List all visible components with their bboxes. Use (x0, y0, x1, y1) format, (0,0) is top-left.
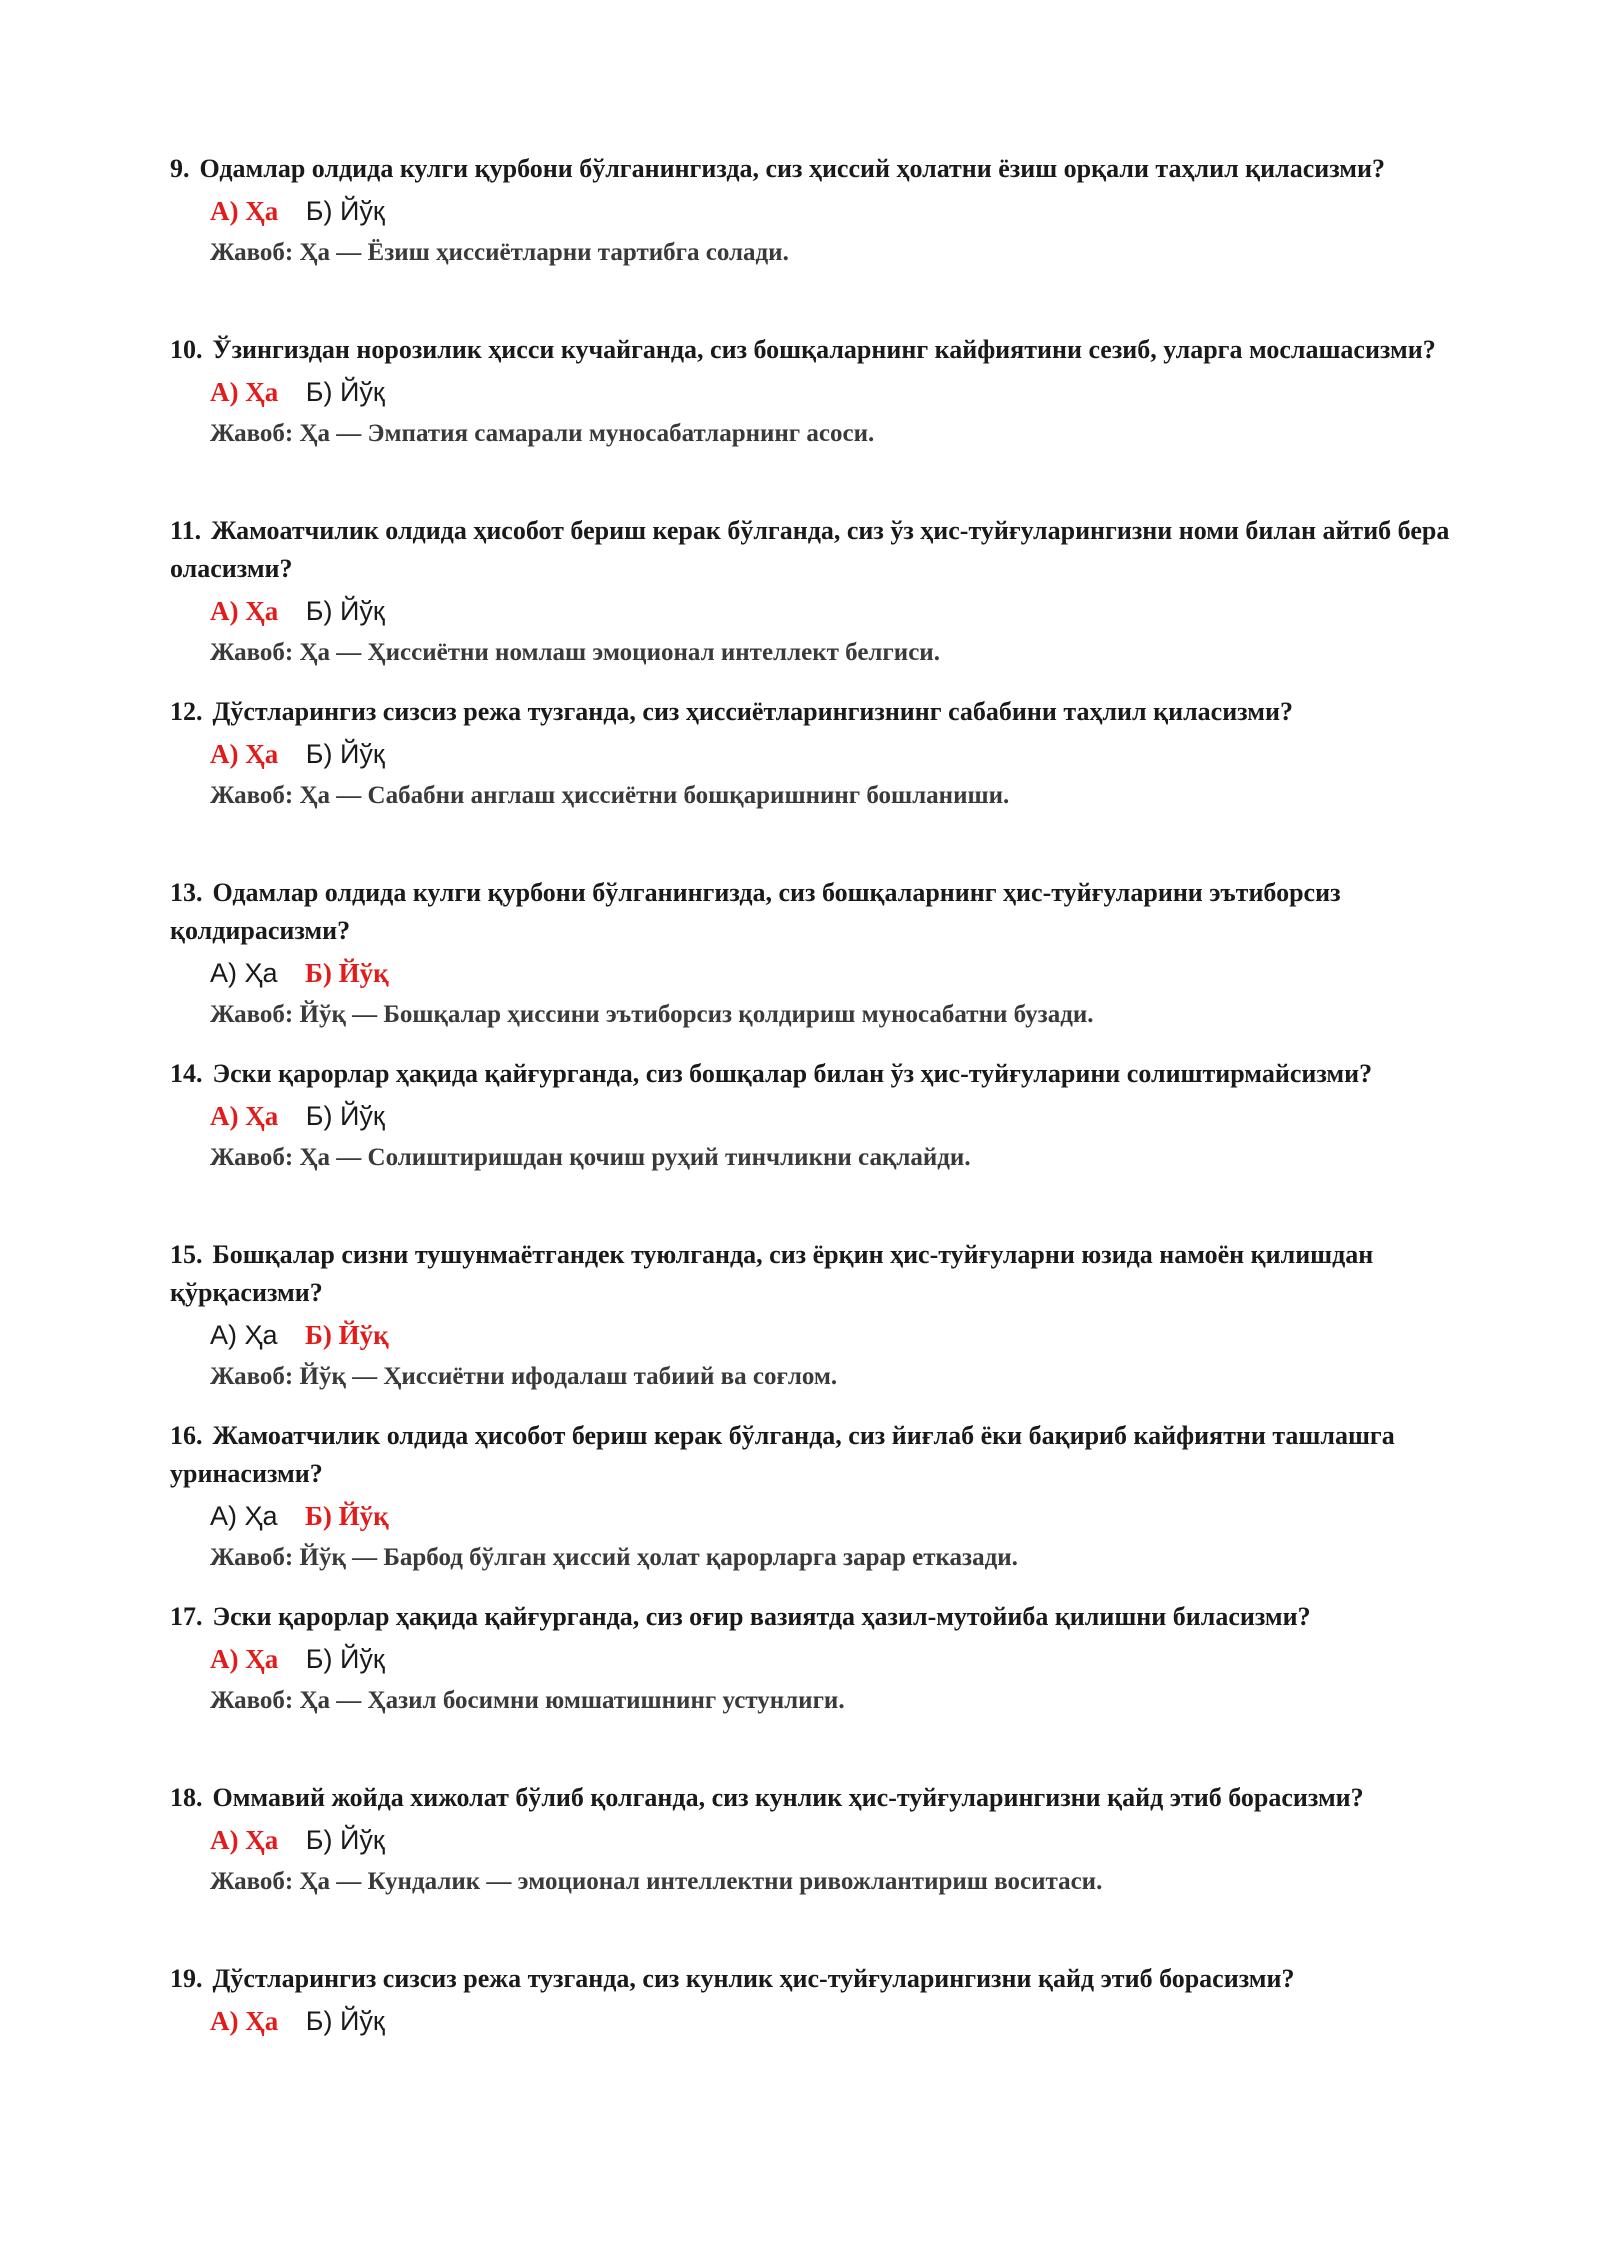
question-text (170, 1055, 1470, 1093)
option-b: Б) Йўқ (305, 1320, 389, 1350)
option-a: А) Ҳа (210, 1644, 279, 1674)
question-text (170, 1960, 1470, 1998)
options-row (210, 373, 1470, 411)
question-9 (170, 150, 1470, 272)
answer-explanation: Жавоб: Ҳа — Кундалик — эмоционал интеллектни ривожлантириш воситаси. (210, 1868, 1103, 1895)
question-11 (170, 512, 1470, 672)
options-row (210, 192, 1470, 230)
question-text (170, 693, 1470, 731)
option-a: А) Ҳа (210, 1320, 278, 1350)
answer-explanation: Жавоб: Йўқ — Барбод бўлган ҳиссий ҳолат қарорларга зарар етказади. (210, 1544, 1018, 1571)
option-b: Б) Йўқ (305, 958, 389, 988)
option-a: А) Ҳа (210, 958, 278, 988)
option-b: Б) Йўқ (305, 1101, 385, 1131)
question-body: Одамлар олдида кулги қурбони бўлганингизда, сиз ҳиссий ҳолатни ёзиш орқали таҳлил қиласизми? (199, 154, 1386, 183)
option-a: А) Ҳа (210, 739, 279, 769)
question-number: 14. (170, 1059, 203, 1088)
question-body: Эски қарорлар ҳақида қайғурганда, сиз бошқалар билан ўз ҳис-туйғуларини солиштирмайсизми? (212, 1059, 1373, 1088)
question-number: 15. (170, 1240, 203, 1269)
question-body: Дўстларингиз сизсиз режа тузганда, сиз ҳиссиётларингизнинг сабабини таҳлил қиласизми? (212, 697, 1293, 726)
question-text (170, 1779, 1470, 1817)
option-b: Б) Йўқ (305, 1644, 385, 1674)
question-16 (170, 1417, 1470, 1577)
question-14 (170, 1055, 1470, 1177)
answer-explanation: Жавоб: Йўқ — Ҳиссиётни ифодалаш табиий ва соғлом. (210, 1363, 838, 1390)
question-text (170, 150, 1470, 188)
question-15 (170, 1236, 1470, 1396)
answer-explanation: Жавоб: Ҳа — Ҳиссиётни номлаш эмоционал интеллект белгиси. (210, 639, 940, 666)
option-a: А) Ҳа (210, 1101, 279, 1131)
question-text (170, 512, 1470, 588)
question-body: Оммавий жойда хижолат бўлиб қолганда, сиз кунлик ҳис-туйғуларингизни қайд этиб борасизми? (212, 1783, 1364, 1812)
options-row (210, 1640, 1470, 1678)
question-text (170, 1236, 1470, 1312)
answer-explanation: Жавоб: Ҳа — Солиштиришдан қочиш руҳий тинчликни сақлайди. (210, 1144, 971, 1171)
options-row (210, 954, 1470, 992)
option-a: А) Ҳа (210, 596, 279, 626)
question-number: 13. (170, 878, 203, 907)
question-body: Эски қарорлар ҳақида қайғурганда, сиз оғир вазиятда ҳазил-мутойиба қилишни биласизми? (212, 1602, 1311, 1631)
question-17 (170, 1598, 1470, 1720)
question-body: Одамлар олдида кулги қурбони бўлганингизда, сиз бошқаларнинг ҳис-туйғуларини эътиборсиз қолдирасизми? (170, 878, 1341, 945)
question-body: Жамоатчилик олдида ҳисобот бериш керак бўлганда, сиз ўз ҳис-туйғуларингизни номи билан айтиб бера оласизми? (170, 516, 1450, 583)
question-text (170, 874, 1470, 950)
options-row (210, 592, 1470, 630)
option-a: А) Ҳа (210, 196, 279, 226)
question-number: 19. (170, 1964, 203, 1993)
answer-explanation: Жавоб: Ҳа — Сабабни англаш ҳиссиётни бошқаришнинг бошланиши. (210, 782, 1010, 809)
option-b: Б) Йўқ (305, 2006, 385, 2036)
option-b: Б) Йўқ (305, 377, 385, 407)
question-number: 18. (170, 1783, 203, 1812)
option-b: Б) Йўқ (305, 1501, 389, 1531)
option-a: А) Ҳа (210, 2006, 279, 2036)
option-b: Б) Йўқ (305, 196, 385, 226)
question-body: Дўстларингиз сизсиз режа тузганда, сиз кунлик ҳис-туйғуларингизни қайд этиб борасизми? (212, 1964, 1295, 1993)
options-row (210, 2002, 1470, 2040)
question-text (170, 1417, 1470, 1493)
option-a: А) Ҳа (210, 1825, 279, 1855)
question-number: 16. (170, 1421, 203, 1450)
question-number: 17. (170, 1602, 203, 1631)
options-row (210, 1097, 1470, 1135)
question-body: Жамоатчилик олдида ҳисобот бериш керак бўлганда, сиз йиғлаб ёки бақириб кайфиятни ташлашга уринасизми? (170, 1421, 1395, 1488)
question-10 (170, 331, 1470, 453)
question-13 (170, 874, 1470, 1034)
question-18 (170, 1779, 1470, 1901)
option-b: Б) Йўқ (305, 1825, 385, 1855)
question-body: Ўзингиздан норозилик ҳисси кучайганда, сиз бошқаларнинг кайфиятини сезиб, уларга мослашасизми? (212, 335, 1436, 364)
options-row (210, 1497, 1470, 1535)
answer-explanation: Жавоб: Йўқ — Бошқалар ҳиссини эътиборсиз қолдириш муносабатни бузади. (210, 1001, 1094, 1028)
question-19 (170, 1960, 1470, 2040)
question-number: 12. (170, 697, 203, 726)
question-body: Бошқалар сизни тушунмаётгандек туюлганда, сиз ёрқин ҳис-туйғуларни юзида намоён қилишдан қўрқасизми? (170, 1240, 1374, 1307)
option-b: Б) Йўқ (305, 596, 385, 626)
options-row (210, 1316, 1470, 1354)
question-number: 11. (170, 516, 202, 545)
option-b: Б) Йўқ (305, 739, 385, 769)
answer-explanation: Жавоб: Ҳа — Ҳазил босимни юмшатишнинг устунлиги. (210, 1687, 845, 1714)
options-row (210, 1821, 1470, 1859)
answer-explanation: Жавоб: Ҳа — Ёзиш ҳиссиётларни тартибга солади. (210, 239, 789, 266)
question-number: 10. (170, 335, 203, 364)
question-12 (170, 693, 1470, 815)
option-a: А) Ҳа (210, 1501, 278, 1531)
question-text (170, 1598, 1470, 1636)
option-a: А) Ҳа (210, 377, 279, 407)
answer-explanation: Жавоб: Ҳа — Эмпатия самарали муносабатларнинг асоси. (210, 420, 875, 447)
question-number: 9. (170, 154, 190, 183)
question-text (170, 331, 1470, 369)
options-row (210, 735, 1470, 773)
